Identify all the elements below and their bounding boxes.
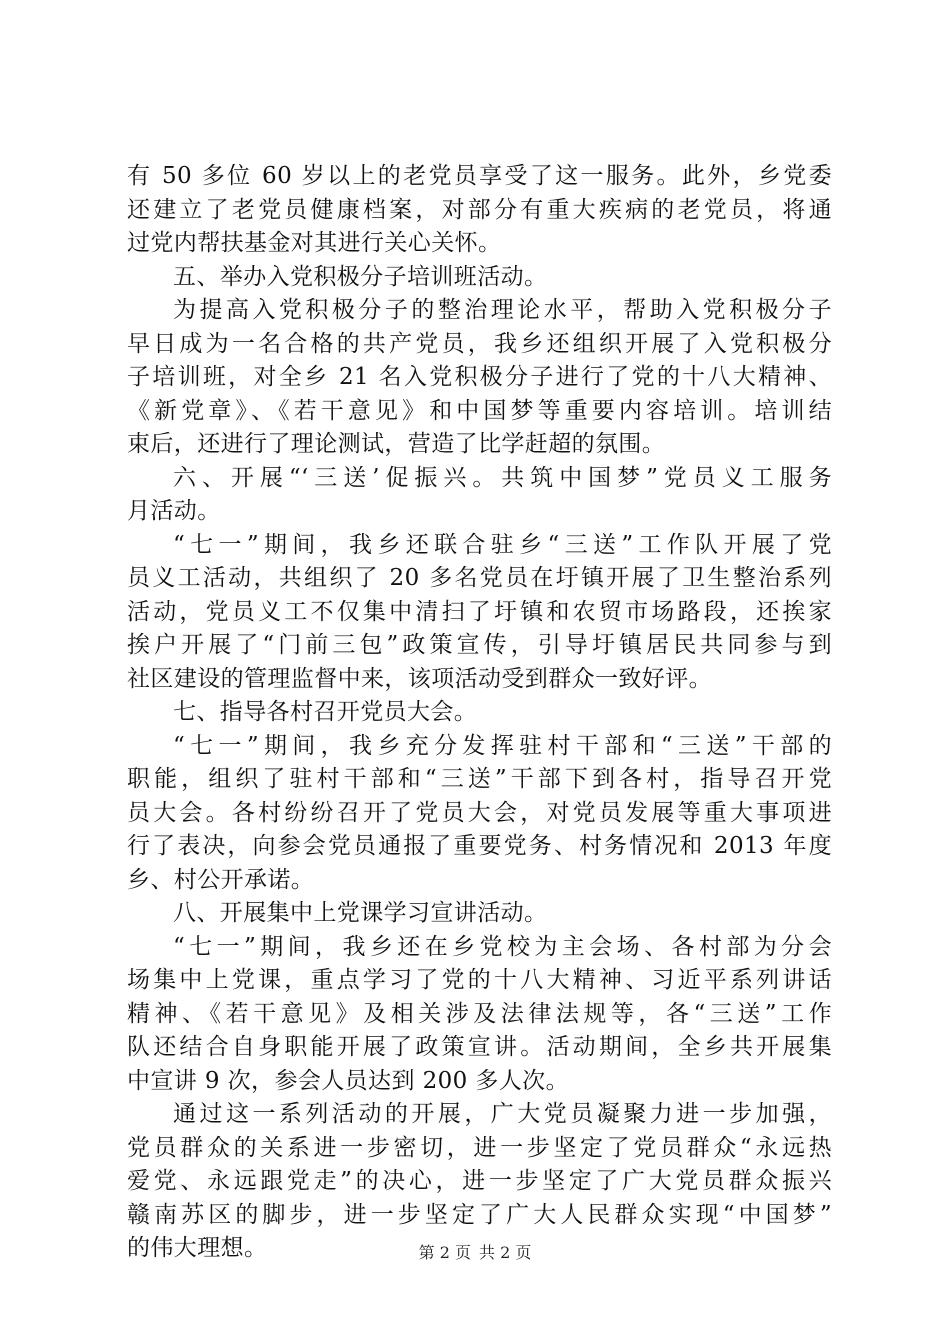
- text-line: 员大会。各村纷纷召开了党员大会，对党员发展等重大事项进: [127, 799, 832, 826]
- text-line: 活动，党员义工不仅集中清扫了圩镇和农贸市场路段，还挨家: [127, 598, 832, 625]
- text-line: 六、开展“‘三送’促振兴。共筑中国梦”党员义工服务: [173, 464, 832, 491]
- text-line: 五、举办入党积极分子培训班活动。: [173, 263, 548, 290]
- text-line: 中宣讲 9 次，参会人员达到 200 多人次。: [127, 1067, 569, 1094]
- text-line: 过党内帮扶基金对其进行关心关怀。: [127, 230, 502, 256]
- text-line: 的伟大理想。: [127, 1235, 268, 1261]
- text-line: 社区建设的管理监督中来，该项活动受到群众一致好评。: [127, 665, 712, 692]
- text-line: 乡、村公开承诺。: [127, 866, 315, 893]
- text-line: 队还结合自身职能开展了政策宣讲。活动期间，全乡共开展集: [127, 1034, 832, 1060]
- text-line: “七一”期间，我乡充分发挥驻村干部和“三送”干部的: [173, 732, 832, 759]
- text-line: 精神、《若干意见》及相关涉及法律法规等，各“三送”工作: [127, 1000, 832, 1027]
- text-line: 为提高入党积极分子的整治理论水平，帮助入党积极分子: [173, 297, 832, 323]
- text-line: 挨户开展了“门前三包”政策宣传，引导圩镇居民共同参与到: [127, 632, 832, 658]
- text-line: 爱党、永远跟党走”的决心，进一步坚定了广大党员群众振兴: [127, 1168, 832, 1194]
- text-line: 党员群众的关系进一步密切，进一步坚定了党员群众“永远热: [127, 1134, 832, 1161]
- text-line: 月活动。: [127, 498, 221, 524]
- text-line: 员义工活动，共组织了 20 多名党员在圩镇开展了卫生整治系列: [127, 565, 832, 591]
- text-line: 束后，还进行了理论测试，营造了比学赶超的氛围。: [127, 431, 666, 457]
- text-line: “七一”期间，我乡还在乡党校为主会场、各村部为分会: [173, 933, 832, 960]
- text-line: 七、指导各村召开党员大会。: [173, 699, 478, 725]
- text-line: 早日成为一名合格的共产党员，我乡还组织开展了入党积极分: [127, 330, 832, 357]
- page-number-label: 第 2 页: [418, 1243, 471, 1262]
- text-line: 通过这一系列活动的开展，广大党员凝聚力进一步加强，: [173, 1101, 832, 1127]
- page-total-label: 共 2 页: [479, 1243, 532, 1262]
- text-line: 子培训班，对全乡 21 名入党积极分子进行了党的十八大精神、: [127, 364, 832, 390]
- text-line: 场集中上党课，重点学习了党的十八大精神、习近平系列讲话: [127, 967, 832, 993]
- text-line: 《新党章》、《若干意见》和中国梦等重要内容培训。培训结: [127, 397, 832, 424]
- text-line: 八、开展集中上党课学习宣讲活动。: [173, 900, 548, 926]
- body-text: [127, 160, 832, 1266]
- page-footer: [0, 1243, 950, 1263]
- text-line: 还建立了老党员健康档案，对部分有重大疾病的老党员，将通: [127, 196, 832, 223]
- text-line: 有 50 多位 60 岁以上的老党员享受了这一服务。此外，乡党委: [127, 163, 832, 189]
- text-line: “七一”期间，我乡还联合驻乡“三送”工作队开展了党: [173, 531, 832, 558]
- text-line: 赣南苏区的脚步，进一步坚定了广大人民群众实现“中国梦”: [127, 1201, 832, 1228]
- text-line: 职能，组织了驻村干部和“三送”干部下到各村，指导召开党: [127, 766, 832, 792]
- text-line: 行了表决，向参会党员通报了重要党务、村务情况和 2013 年度: [127, 833, 832, 859]
